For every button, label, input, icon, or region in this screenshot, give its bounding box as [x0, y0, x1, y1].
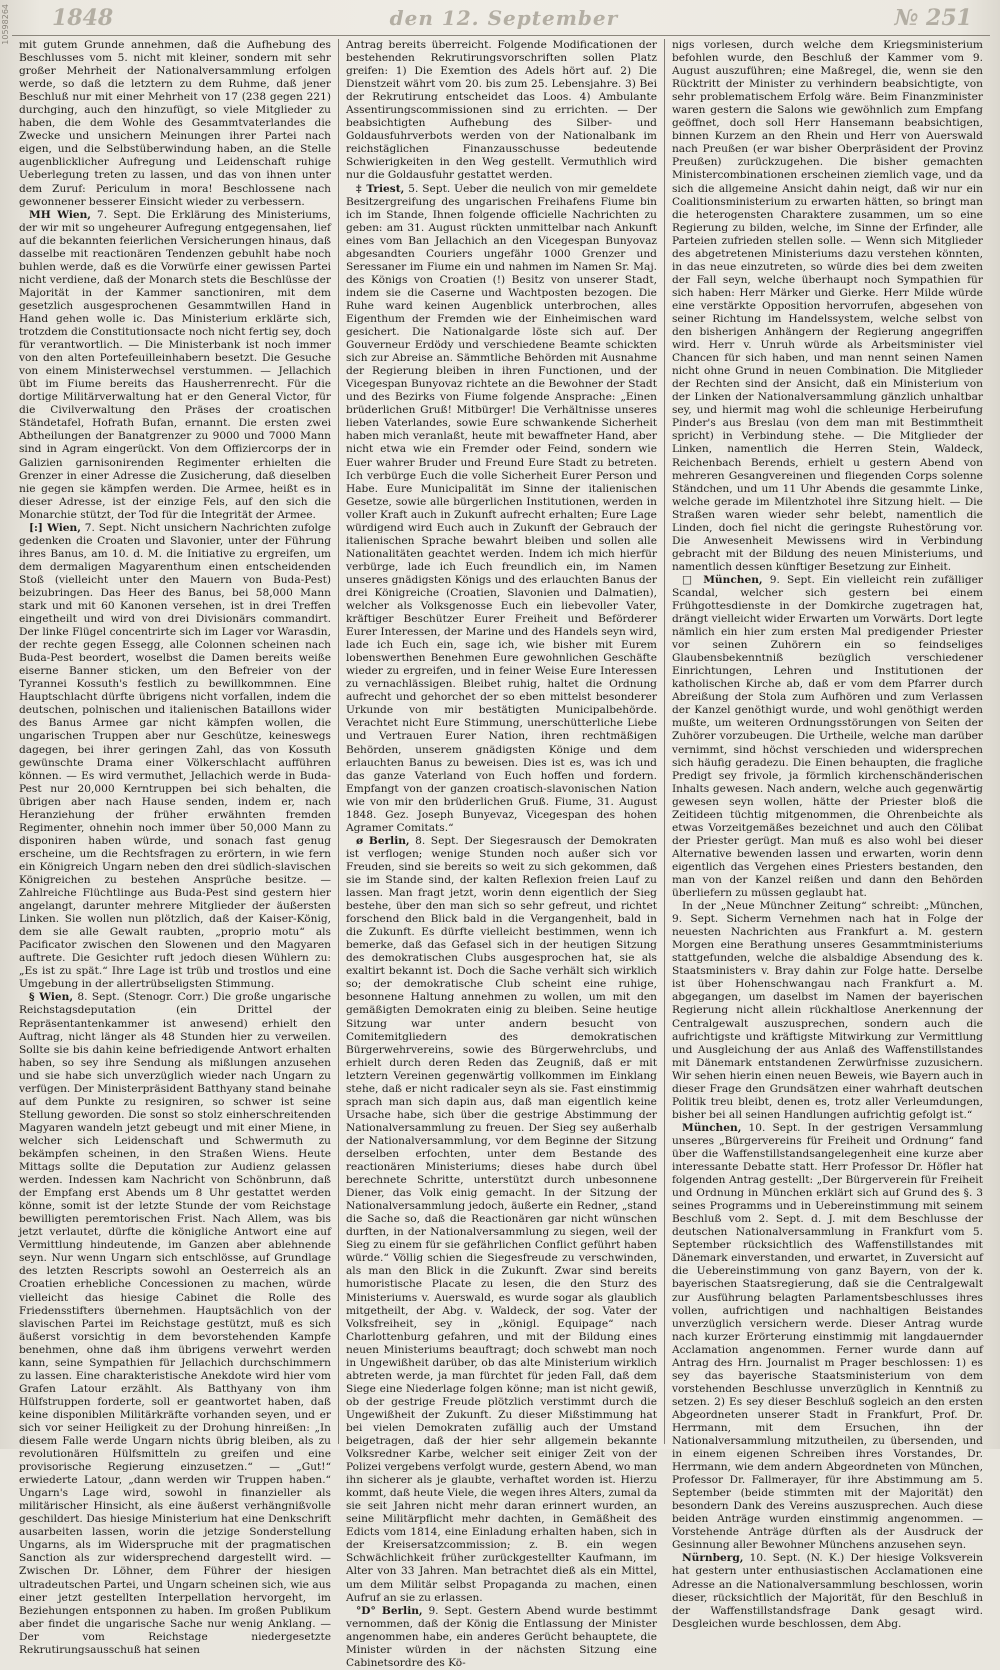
dateline: Nürnberg, [681, 1552, 744, 1565]
article-text: 8. Sept. (Stenogr. Corr.) Die große ungarische Reichstagsdeputation (ein Drittel der Repräsentantenkammer ist anwesend) erhielt den Auftrag, nicht länger als 48 Stunden hier zu verweilen. Sollte sie bis dahin keine befriedigende Antwort erhalten haben, so sey ihre Sendung als mißlungen anzusehen und sie habe sich unverzüglich wieder nach Ungarn zu verfügen. Der Ministerpräsident Batthyany stand beinahe auf dem Punkte zu resigniren, so schwer ist seine Stellung geworden. Die sonst so stolz einherschreitenden Magyaren wandeln jetzt gebeugt und mit einer Miene, in welcher sich Leidenschaft und Schwermuth zu bekämpfen scheinen, in den Straßen Wiens. Heute Mittags sollte die Deputation zur Audienz gelassen werden. Indessen kam Nachricht von Schönbrunn, daß der Empfang erst Abends um 8 Uhr gestattet werden könne, somit ist der letzte Stunde der vom Reichstage bewilligten peremtorischen Frist. Nach Allem, was bis jetzt verlautet, dürfte die königliche Antwort eine auf Vermittlung hindeutende, im Ganzen aber ablehnende seyn. Nur wenn Ungarn sich entschlösse, auf Grundlage des letzten Rescripts sowohl an Oesterreich als an Croatien erhebliche Concessionen zu machen, würde vielleicht das hiesige Cabinet die Rolle des Friedensstifters übernehmen. Hauptsächlich von der slavischen Partei im Reichstage gestützt, muß es sich äußerst vorsichtig in dem bevorstehenden Kampfe benehmen, ohne daß ihm übrigens verwehrt werden kann, seine Sympathien für Jellachich durchschimmern zu lassen. Eine charakteristische Anekdote wird hier vom Grafen Latour erzählt. Als Batthyany von ihm Hülfstruppen forderte, soll er geantwortet haben, daß keine disponiblen Militärkräfte vorhanden seyen, und er sich vor seiner Heiligkeit zu der Drohung hinreißen: „In diesem Falle werde Ungarn nichts übrig bleiben, als zu revolutionären Hülfsmitteln zu greifen und eine provisorische Regierung einzusetzen.“ — „Gut!“ erwiederte Latour, „dann werden wir Truppen haben.“ Ungarn's Lage wird, sowohl in finanzieller als militärischer Hinsicht, als eine äußerst verhängnißvolle geschildert. Das hiesige Ministerium hat eine Denkschrift ausarbeiten lassen, worin die jetzige Sonderstellung Ungarns, als im Widerspruche mit der pragmatischen Sanction als zur widersprechend dargestellt wird. — Zwischen Dr. Löhner, dem Führer der hiesigen ultradeutschen Partei, und Ungarn scheinen sich, wie aus einer jetzt gestellten Interpellation hervorgeht, im Beziehungen entsponnen zu haben. Im großen Publikum aber findet die ungarische Sache nur wenig Anklang. — Der vom Reichstage niedergesetzte Rekrutirungsausschuß hat seinen [19, 991, 331, 1656]
text-columns [12, 39, 990, 1669]
dateline: ø Berlin, [355, 834, 410, 847]
header-left: 1848 [52, 4, 114, 31]
article-paragraph [672, 39, 983, 574]
article-text: mit gutem Grunde annehmen, daß die Aufhebung des Beschlusses vom 5. nicht mit kleiner, sondern mit sehr großer Mehrheit der Nationalversammlung erfolgen werde, so daß die letztern zu dem Ruhme, daß jener Beschluß nur mit einer Mehrheit von 17 (238 gegen 221) durchging, auch den hinzufügt, so viele Mitglieder zu haben, die dem Wohle des Gesammtvaterlandes die Zwecke und unsichern Meinungen ihrer Partei nach eigen, und die Selbstüberwindung haben, an die Stelle augenblicklicher Aufregung und Leidenschaft ruhige Ueberlegung treten zu lassen, und das von ihnen unter dem Zuruf: Periculum in mora! Beschlossene nach gewonnener besserer Einsicht wieder zu verbessern. [19, 39, 331, 208]
article-paragraph [19, 39, 331, 209]
article-text: 10. Sept. In der gestrigen Versammlung unseres „Bürgervereins für Freiheit und Ordnung“ fand über die Waffenstillstandsangelegenheit eine kurze aber interessante Debatte statt. Herr Professor Dr. Höfler hat folgenden Antrag gestellt: „Der Bürgerverein für Freiheit und Ordnung in München erklärt sich auf Grund des §. 3 seines Programms und in Uebereinstimmung mit seinem Beschluß vom 2. Sept. d. J. mit dem Beschlusse der deutschen Nationalversammlung in Frankfurt vom 5. September rücksichtlich des Waffenstillstandes mit Dänemark einverstanden, und erwartet, in Zuversicht auf die Uebereinstimmung von ganz Bayern, von der k. bayerischen Staatsregierung, daß sie die Centralgewalt zur Ausführung belagten Parlamentsbeschlusses ihres vollen, aufrichtigen und nachhaltigen Beistandes unverzüglich versichern werde. Dieser Antrag wurde nach kurzer Erörterung einstimmig mit langdauernder Acclamation angenommen. Ferner wurde dann auf Antrag des Hrn. Journalist m Prager beschlossen: 1) es sey das bayerische Staatsministerium von dem vorstehenden Beschlusse unverzüglich in Kenntniß zu setzen. 2) Es sey dieser Beschluß sogleich an den ersten Abgeordneten unserer Stadt in Frankfurt, Prof. Dr. Herrmann, mit dem Ersuchen, ihn der Nationalversammlung mitzutheilen, zu übersenden, und in einem eigenen Schreiben ihres Vorstandes, Dr. Herrmann, wie dem andern Abgeordneten von München, Professor Dr. Fallmerayer, für ihre Abstimmung am 5. September (beide stimmten mit der Majorität) den besondern Dank des Vereins auszusprechen. Auch diese beiden Anträge wurden einstimmig angenommen. — Vorstehende Anträge dürften als der Ausdruck der Gesinnung aller Bewohner Münchens anzusehen seyn. [671, 1121, 983, 1552]
scan-id: 10598264 [1, 4, 10, 45]
article-text: nigs vorlesen, durch welche dem Kriegsministerium befohlen wurde, den Beschluß der Kammer vom 9. August auszuführen; eine Maßregel, die, wenn sie den Rücktritt der Minister zu verhindern beabsichtigte, von sehr problematischem Erfolg wäre. Beim Finanzminister waren gestern die Salons wie gewöhnlich zum Empfang geöffnet, doch soll Herr Hansemann beabsichtigen, binnen Kurzem an den Rhein und Herr von Auerswald nach Preußen (er war bisher Oberpräsident der Provinz Preußen) zurückzugehen. Die bisher gemachten Ministercombinationen erscheinen ziemlich vage, und da sich die allgemeine Ansicht dahin neigt, daß wir nur ein Coalitionsministerium zu erwarten hätten, so bringt man die heterogensten Charaktere zusammen, um so eine Regierung zu bilden, welche, im Sinne der Erfinder, alle Parteien zufrieden stellen solle. — Wenn sich Mitglieder des abgetretenen Ministeriums dazu verstehen könnten, in das neue einzutreten, so würde dies bei dem zweiten der Fall seyn, welche überhaupt noch Sympathien für sich haben: Herr Märker und Gierke. Herr Milde würde eine verstärkte Opposition hervorrufen, abgesehen von seiner Richtung im Handelssystem, welche selbst von den bisherigen Anhängern der Regierung angegriffen wird. Herr v. Unruh würde als Arbeitsminister viel Chancen für sich haben, und man nennt seinen Namen nicht ohne Grund in neuen Combination. Die Mitglieder der Rechten sind der Ansicht, daß ein Ministerium von der Linken der Nationalversammlung gänzlich unhaltbar sey, und hiermit mag wohl die schleunige Herbeirufung Pinder's aus Breslau (von dem man mit Bestimmtheit spricht) in Verbindung stehe. — Die Mitglieder der Linken, namentlich die Herren Stein, Waldeck, Reichenbach Berends, erhielt u gestern Abend von mehreren Gesangvereinen und fliegenden Corps solenne Ständchen, und um 11 Uhr Abends die gesammte Linke, welche gerade im Milentzhotel ihre Sitzung hielt. — Die Straßen waren wieder sehr belebt, namentlich die Linden, doch fiel nicht die geringste Ruhestörung vor. Die Anwesenheit Mewissens wird in Verbindung gebracht mit der Bildung des neuen Ministeriums, und namentlich dessen künftiger Besetzung zur Einheit. [671, 39, 983, 573]
column-2 [338, 39, 664, 1669]
article-paragraph [19, 522, 331, 992]
dateline: °D° Berlin, [355, 1604, 423, 1617]
dateline: § Wien, [29, 991, 74, 1004]
column-1 [12, 39, 338, 1656]
column-3 [664, 39, 990, 1630]
article-paragraph [346, 39, 657, 183]
article-paragraph [346, 183, 657, 835]
dateline: ‡ Triest, [355, 182, 405, 195]
article-text: 10. Sept. (N. K.) Der hiesige Volksverein hat gestern unter enthusiastischen Acclamationen eine Adresse an die Nationalversammlung beschlossen, worin dieser, rücksichtlich der Majorität, für den Beschluß in der Waffenstillstandsfrage Dank gesagt wird. Desgleichen wurde beschlossen, dem Abg. [671, 1552, 983, 1630]
article-paragraph [672, 1122, 983, 1553]
dateline: MH Wien, [29, 208, 91, 221]
header-date: den 12. September [389, 5, 619, 30]
article-paragraph [672, 1552, 983, 1630]
article-text: 9. Sept. Gestern Abend wurde bestimmt vernommen, daß der König die Entlassung der Minister angenommen habe, ein anderes Gerücht behauptete, die Minister würden in der nächsten Sitzung eine Cabinetsordre des Kö- [345, 1604, 657, 1669]
article-text: Antrag bereits überreicht. Folgende Modificationen der bestehenden Rekrutirungsvorschriften sollen Platz greifen: 1) Die Exemtion des Adels hört auf. 2) Die Dienstzeit währt vom 20. bis zum 25. Lebensjahre. 3) Bei der Rekrutirung entscheidet das Loos. 4) Ambulante Assentirungscommissionen sind zu errichten. — Der beabsichtigten Aufhebung des Silber- und Goldausfuhrverbots werden von der Nationalbank im reichstäglichen Finanzausschusse bedeutende Schwierigkeiten in den Weg gestellt. Vermuthlich wird nur die Goldausfuhr gestattet werden. [345, 39, 657, 182]
article-paragraph [672, 574, 983, 900]
article-text: 9. Sept. Ein vielleicht rein zufälliger Scandal, welcher sich gestern bei einem Frühgottesdienste in der Domkirche zugetragen hat, drängt vielleicht wider Erwarten um Vorwärts. Dort legte nämlich ein hier zum ersten Mal predigender Priester vor seinen Zuhörern ein so feindseliges Glaubensbekenntniß bezüglich verschiedener Einrichtungen, Lehren und Institutionen der katholischen Kirche ab, daß er vom dem Pfarrer durch Abreißung der Stola zum Aufhören und zum Verlassen der Kanzel genöthigt wurde, und wohl genöthigt werden mußte, um weiteren Ordnungsstörungen von Seiten der Zuhörer vorzubeugen. Die Urtheile, welche man darüber vernimmt, sind höchst verschieden und widersprechen sich häufig geradezu. Die Einen behaupten, die fragliche Predigt sey frivole, ja förmlich kirchenschänderischen Inhalts gewesen. Nach andern, welche auch gegenwärtig gewesen seyn wollen, hätte der Priester bloß die Zeitideen tüchtig mitgenommen, die Ohrenbeichte als etwas Vorzeitgemäßes bezeichnet und auch den Cölibat der Priester gerügt. Man muß es also wohl bei dieser Alternative bewenden lassen und erwarten, worin denn eigentlich das Vergehen eines Priesters bestanden, den man von der Kanzel reißen und dann den Behörden überliefern zu müssen geglaubt hat. [671, 573, 983, 900]
dateline: □ München, [681, 573, 763, 586]
article-paragraph [346, 1605, 657, 1670]
dateline: München, [681, 1121, 742, 1134]
article-text: 7. Sept. Die Erklärung des Ministeriums, der wir mit so ungeheurer Aufregung entgegensahen, lief auf die bekannten feierlichen Versicherungen hinaus, daß dasselbe mit reactionären Tendenzen gebuhlt habe noch buhlen werde, daß es die Vorwürfe einer gewissen Partei nicht verdiene, daß der Monarch stets die Beschlüsse der Majorität in der Kammer sanctioniren, mit dem gesetzlich ausgesprochenen Gesammtwillen Hand in Hand gehen wolle ic. Das Ministerium erklärte sich, trotzdem die Constitutionsacte noch nicht fertig sey, doch für verantwortlich. — Die Ministerbank ist noch immer von den alten Portefeuilleinhabern besetzt. Die Gesuche von einem Ministerwechsel verstummen. — Jellachich übt im Fiume bereits das Hausherrenrecht. Für die dortige Militärverwaltung hat er den General Victor, für die Civilverwaltung den Präses der croatischen Ständetafel, Hofrath Bufan, ernannt. Die ersten zwei Abtheilungen der Banatgrenzer zu 9000 und 7000 Mann sind in Agram eingerückt. Von dem Offiziercorps der in Galizien garnisonirenden Regimenter erhielten die Grenzer in einer Adresse die Zusicherung, daß dieselben nie gegen sie kämpfen werden. Die Armee, heißt es in dieser Adresse, ist der einzige Fels, auf den sich die Monarchie stützt, der Tod für die Integrität der Armee. [19, 208, 331, 521]
article-text: In der „Neue Münchner Zeitung“ schreibt: „München, 9. Sept. Sicherm Vernehmen nach hat in Folge der neuesten Nachrichten aus Frankfurt a. M. gestern Morgen eine Berathung unseres Gesammtministeriums stattgefunden, welche die alsbaldige Absendung des k. Staatsministers v. Bray dahin zur Folge hatte. Derselbe ist über Hohenschwangau nach Frankfurt a. M. abgegangen, um daselbst im Namen der bayerischen Regierung nicht allein rückhaltlose Anerkennung der Centralgewalt auszusprechen, sondern auch die aufrichtigste und kräftigste Mitwirkung zur Vermittlung und Ausgleichung der aus Anlaß des Waffenstillstandes mit Dänemark entstandenen Zerwürfnisse zuzusichern. Wir sehen hierin einen neuen Beweis, wie Bayern auch in dieser Frage den Grundsätzen einer wahrhaft deutschen Politik treu bleibt, denen es, trotz aller Verleumdungen, bisher bei all seinen Handlungen aufrichtig gefolgt ist.“ [671, 900, 983, 1121]
article-paragraph [672, 900, 983, 1122]
article-paragraph [19, 209, 331, 522]
article-paragraph [19, 991, 331, 1656]
article-text: 7. Sept. Nicht unsichern Nachrichten zufolge gedenken die Croaten und Slavonier, unter der Führung ihres Banus, am 10. d. M. die Initiative zu ergreifen, um dem dermaligen Magyarenthum einen entscheidenden Stoß (vielleicht unter den Mauern von Buda-Pest) beizubringen. Das Heer des Banus, bei 58,000 Mann stark und mit 60 Kanonen versehen, ist in drei Treffen eingetheilt und wird von drei Divisionärs commandirt. Der linke Flügel concentrirte sich im Lager vor Warasdin, der rechte gegen Essegg, alle Colonnen scheinen nach Buda-Pest beordert, woselbst die Damen bereits weiße eiserne Banner sticken, um den Befreier von der Tyrannei Kossuth's festlich zu bewillkommnen. Eine Hauptschlacht dürfte übrigens nicht vorfallen, indem die deutschen, polnischen und italienischen Bataillons wider des Banus Armee gar nicht kämpfen wollen, die ungarischen Truppen aber nur Geschütze, keineswegs dagegen, bei ihrer geringen Zahl, das von Kossuth gewünschte Drama einer Völkerschlacht aufführen können. — Es wird vermuthet, Jellachich werde in Buda-Pest nur 20,000 Kerntruppen bei sich behalten, die übrigen aber nach Hause senden, indem er, nach Heranziehung der früher erwähnten fremden Regimenter, ohnehin noch immer über 50,000 Mann zu disponiren haben würde, und sonach fast genug erscheine, um die Rechtsfragen zu erörtern, in wie fern ein Königreich Ungarn neben den drei südlich-slavischen Königreichen zu bestehen Ansprüche besitze. — Zahlreiche Flüchtlinge aus Buda-Pest sind gestern hier angelangt, darunter mehrere Mitglieder der äußersten Linken. Sie wollen nun plötzlich, daß der Kaiser-König, dem sie alle Gewalt raubten, „proprio motu“ als Pacificator zwischen den Slowenen und den Magyaren auftrete. Die Gesichter ruft jedoch diesen Wühlern zu: „Es ist zu spät.“ Ihre Lage ist trüb und trostlos und eine Umgebung in der allertrübseligsten Stimmung. [19, 521, 331, 991]
article-text: 5. Sept. Ueber die neulich von mir gemeldete Besitzergreifung des ungarischen Freihafens Fiume bin ich im Stande, Ihnen folgende officielle Nachrichten zu geben: am 31. August rückten unmittelbar nach Ankunft eines vom Ban Jellachich an den Vicegespan Bunyovaz abgesandten Couriers ungefähr 1000 Grenzer und Seressaner im Fiume ein und nahmen im Namen Sr. Maj. des Königs von Croatien (!) Besitz von unserer Stadt, indem sie die Caserne und Wachtposten bezogen. Die Ruhe ward keinen Augenblick unterbrochen, alles Eigenthum der Fremden wie der Einheimischen ward gesichert. Die Nationalgarde löste sich auf. Der Gouverneur Erdödy und verschiedene Beamte schickten sich zur Abreise an. Sämmtliche Behörden mit Ausnahme der Regierung bleiben in ihren Functionen, und der Vicegespan Bunyovaz richtete an die Bewohner der Stadt und des Bezirks von Fiume folgende Ansprache: „Einen brüderlichen Gruß! Mitbürger! Die Verhältnisse unseres lieben Vaterlandes, sowie Eure schwankende Sicherheit haben mich veranlaßt, heute mit bewaffneter Hand, aber nicht etwa wie ein Fremder oder Feind, sondern wie Euer wahrer Bruder und Freund Eure Stadt zu betreten. Ich verbürge Euch die volle Sicherheit Eurer Person und Habe. Eure Municipalität im Sinne der italienischen Gesetze, sowie alle bürgerlichen Institutionen, werden in voller Kraft auch in Zukunft aufrecht erhalten; Eure Lage würdigend wird Euch auch in Zukunft der Gebrauch der italienischen Sprache bewahrt bleiben und sollen alle Nationalitäten geachtet werden. Indem ich mich hierfür verbürge, lade ich Euch freundlich ein, im Namen unseres gnädigsten Königs und des erlauchten Banus der drei Königreiche (Croatien, Slavonien und Dalmatien), welcher als Volksgenosse Euch ein liebevoller Vater, kräftiger Beschützer Eurer Freiheit und Beförderer Eurer Interessen, der Marine und des Handels seyn wird, lade ich Euch ein, sage ich, wie bisher mit Eurem lobenswerthen Benehmen Eure gewohnlichen Geschäfte wieder zu ergreifen, und in feiner Weise Eure Interessen zu vernachlässigen. Bleibet ruhig, haltet die Ordnung aufrecht und gehorchet der so eben mittelst besonderer Urkunde von mir bestätigten Municipalbehörde. Verachtet nicht Eure Stimmung, unerschütterliche Liebe und Vertrauen Eurer Nation, ihren rechtmäßigen Behörden, unserem gnädigsten Könige und dem erlauchten Banus zu beweisen. Dies ist es, was ich und das ganze Vaterland von Euch hoffen und fordern. Empfangt von der ganzen croatisch-slavonischen Nation wie von mir den brüderlichen Gruß. Fiume, 31. August 1848. Gez. Joseph Bunyevaz, Vicegespan des hohen Agramer Comitats.“ [345, 182, 657, 834]
dateline: [:] Wien, [29, 521, 81, 534]
page-number: № 251 [894, 4, 972, 31]
article-paragraph [346, 835, 657, 1605]
article-text: 8. Sept. Der Siegesrausch der Demokraten ist verflogen; wenige Stunden noch außer sich vor Freuden, sind sie bereits so weit zu sich gekommen, daß sie im Stande sind, der kalten Reflexion freien Lauf zu lassen. Man fragt jetzt, worin denn eigentlich der Sieg bestehe, über den man sich so sehr gefreut, und richtet forschend den Blick bald in die Vergangenheit, bald in die Zukunft. Es dürfte vielleicht bestimmen, wenn ich bemerke, daß das Gefasel sich in der heutigen Sitzung des demokratischen Clubs ausgesprochen hat, sie als exaltirt bekannt ist. Doch die Sache verhält sich wirklich so; der demokratische Club scheint eine ruhige, besonnene Haltung annehmen zu wollen, um mit den gemäßigten Demokraten einig zu bleiben. Seine heutige Sitzung war unter andern besucht von Comitemitgliedern des demokratischen Bürgerwehrvereins, sowie des Bürgerwehrclubs, und erhielt durch deren Reden das Zeugniß, daß er mit letztern Vereinen gegenwärtig vollkommen im Einklang stehe, daß er nicht radicaler seyn als sie. Fast einstimmig sprach man sich dapin aus, daß man eigentlich keine Ursache habe, sich über die gestrige Abstimmung der Nationalversammlung zu freuen. Der Sieg sey außerhalb der Nationalversammlung, vor dem Beginne der Sitzung derselben erfochten, unter dem Bestande des reactionären Ministeriums; dieses habe durch übel berechnete Schritte, unterstützt durch unbesonnene Diener, das Volk einig gemacht. In der Sitzung der Nationalversammlung jedoch, äußerte ein Redner, „stand die Sache so, daß die Reactionären gar nicht wünschen durften, in der Nationalversammlung zu siegen, weil der Sieg zu einem für sie gefährlichen Conflict geführt haben würde.“ Völlig schien die Siegesfreude zu verschwinden, als man den Blick in die Zukunft. Zwar sind bereits humoristische Placate zu lesen, die den Sturz des Ministeriums v. Auerswald, es wurde sogar als glaublich mitgetheilt, der Abg. v. Waldeck, der sog. Vater der Volksfreiheit, sey in „königl. Equipage“ nach Charlottenburg gefahren, und mit der Bildung eines neuen Ministeriums beauftragt; doch schwebt man noch in Ungewißheit darüber, ob das alte Ministerium wirklich abtreten werde, ja man fürchtet für jeden Fall, daß dem Siege eine Niederlage folgen könne; man ist nicht gewiß, ob der gestrige Freude plötzlich verstimmt durch die Ungewißheit der Zukunft. Zu dieser Mißstimmung hat bei vielen Demokraten zufällig auch der Umstand beigetragen, daß der hier sehr allgemein bekannte Volksredner Karbe, welcher seit einiger Zeit von der Polizei vergebens verfolgt wurde, gestern Abend, wo man ihn sicherer als je glaubte, verhaftet worden ist. Hierzu kommt, daß heute Viele, die wegen ihres Alters, zumal da sie seit Jahren nicht mehr daran erinnert wurden, an seine Militärpflicht mehr dachten, in Gemäßheit des Edicts vom 1814, eine Einladung erhalten haben, sich in der Kreisersatzcommission; z. B. ein wegen Schwächlichkeit früher zurückgestellter Kaufmann, im Alter von 33 Jahren. Man betrachtet dieß als ein Mittel, um dem Militär selbst Propaganda zu machen, einen Aufruf an sie zu erlassen. [345, 834, 657, 1604]
page-header [12, 0, 990, 36]
